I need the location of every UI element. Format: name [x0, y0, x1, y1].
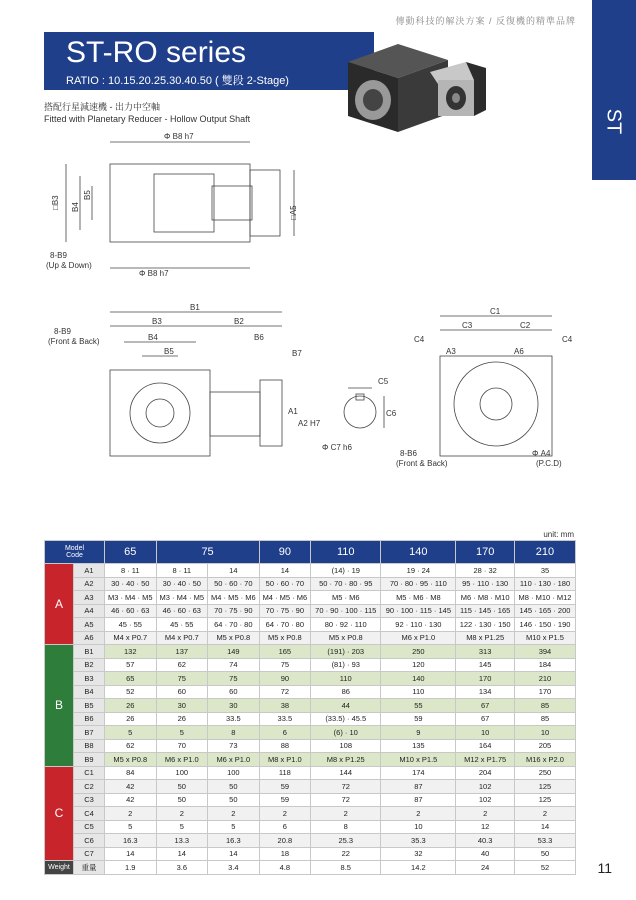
product-photo — [338, 32, 488, 142]
table-row — [45, 807, 576, 821]
row-code: C7 — [74, 847, 105, 861]
table-cell: 50 · 60 · 70 — [208, 577, 260, 591]
table-cell: 70 · 75 · 90 — [208, 604, 260, 618]
table-cell: 8 · 11 — [105, 564, 157, 578]
table-cell: 25.3 — [311, 834, 381, 848]
table-cell: 59 — [381, 712, 456, 726]
dim-b6: B6 — [254, 333, 264, 342]
table-cell: 30 — [208, 699, 260, 713]
row-code: C3 — [74, 793, 105, 807]
units-label: unit: mm — [543, 530, 574, 539]
row-code: A1 — [74, 564, 105, 578]
table-cell: 2 — [514, 807, 575, 821]
table-cell: 164 — [456, 739, 515, 753]
row-code: A3 — [74, 591, 105, 605]
table-cell: 110 · 130 · 180 — [514, 577, 575, 591]
model-90: 90 — [259, 541, 311, 564]
subtitle-chinese: 搭配行星減速機 - 出力中空軸 — [44, 102, 160, 112]
table-cell: 30 · 40 · 50 — [105, 577, 157, 591]
dim-b5-front: B5 — [164, 347, 174, 356]
table-cell: 95 · 110 · 130 — [456, 577, 515, 591]
table-row — [45, 753, 576, 767]
table-cell: 72 — [311, 780, 381, 794]
table-cell: 170 — [514, 685, 575, 699]
dim-a6: A6 — [514, 347, 524, 356]
dim-b8-bottom: Φ B8 h7 — [139, 269, 169, 278]
table-cell: 8 — [311, 820, 381, 834]
table-cell: 110 — [381, 685, 456, 699]
table-row — [45, 658, 576, 672]
table-row — [45, 631, 576, 645]
note-b9-sub: (Up & Down) — [46, 261, 92, 270]
table-cell: 50 — [156, 780, 208, 794]
table-cell: 204 — [456, 766, 515, 780]
table-row — [45, 699, 576, 713]
table-row — [45, 591, 576, 605]
table-cell: M10 x P1.5 — [514, 631, 575, 645]
table-cell: 40.3 — [456, 834, 515, 848]
table-cell: M5 x P0.8 — [105, 753, 157, 767]
table-cell: 5 — [208, 820, 260, 834]
front-view-drawing — [44, 300, 321, 460]
model-65: 65 — [105, 541, 157, 564]
table-cell: 146 · 150 · 190 — [514, 618, 575, 632]
table-cell: 145 — [456, 658, 515, 672]
table-cell: 8 — [208, 726, 260, 740]
table-cell: M5 x P0.8 — [259, 631, 311, 645]
table-cell: 60 — [208, 685, 260, 699]
table-cell: 10 — [381, 820, 456, 834]
table-cell: 100 — [156, 766, 208, 780]
table-cell: 125 — [514, 793, 575, 807]
table-cell: 170 — [456, 672, 515, 686]
weight-code: 重量 — [74, 861, 105, 875]
dim-c2: C2 — [520, 321, 531, 330]
table-cell: 10 — [456, 726, 515, 740]
table-cell: 144 — [311, 766, 381, 780]
table-cell: 70 · 75 · 90 — [259, 604, 311, 618]
table-cell: 6 — [259, 820, 311, 834]
table-cell: 6 — [259, 726, 311, 740]
table-cell: 140 — [381, 672, 456, 686]
table-cell: 33.5 — [208, 712, 260, 726]
table-cell: 26 — [105, 699, 157, 713]
table-cell: M16 x P2.0 — [514, 753, 575, 767]
table-cell: M4 · M5 · M6 — [259, 591, 311, 605]
table-cell: 5 — [156, 820, 208, 834]
table-cell: 50 — [156, 793, 208, 807]
dim-a3: A3 — [446, 347, 456, 356]
row-code: C4 — [74, 807, 105, 821]
model-210: 210 — [514, 541, 575, 564]
table-cell: 9 — [381, 726, 456, 740]
table-cell: 1.9 — [105, 861, 157, 875]
table-cell: 72 — [259, 685, 311, 699]
table-cell: 42 — [105, 793, 157, 807]
dim-a1: A1 — [288, 407, 298, 416]
table-cell: M5 x P0.8 — [208, 631, 260, 645]
table-cell: 90 — [259, 672, 311, 686]
table-cell: M6 x P1.0 — [156, 753, 208, 767]
table-row — [45, 712, 576, 726]
table-cell: M4 x P0.7 — [156, 631, 208, 645]
dim-a4: Φ A4 — [532, 449, 551, 458]
dim-b5: B5 — [83, 190, 92, 200]
side-tab-label: ST — [602, 108, 625, 135]
table-cell: 85 — [514, 712, 575, 726]
table-cell: 135 — [381, 739, 456, 753]
table-cell: 102 — [456, 780, 515, 794]
table-cell: 14 — [208, 847, 260, 861]
dim-a2: A2 H7 — [298, 419, 321, 428]
row-code: C2 — [74, 780, 105, 794]
table-cell: 22 — [311, 847, 381, 861]
table-cell: M12 x P1.75 — [456, 753, 515, 767]
table-cell: 149 — [208, 645, 260, 659]
table-cell: (191) · 203 — [311, 645, 381, 659]
corner-code: Code — [66, 552, 83, 559]
dim-c5: C5 — [378, 377, 389, 386]
table-cell: 3.4 — [208, 861, 260, 875]
table-cell: 87 — [381, 793, 456, 807]
table-cell: 65 — [105, 672, 157, 686]
table-cell: M5 · M6 — [311, 591, 381, 605]
table-cell: 84 — [105, 766, 157, 780]
side-tab — [592, 0, 636, 900]
table-row — [45, 604, 576, 618]
note-b6-sub: (Front & Back) — [396, 459, 448, 468]
dim-b4: B4 — [71, 202, 80, 212]
ratio-text: RATIO : 10.15.20.25.30.40.50 ( 雙段 2-Stage) — [66, 75, 289, 87]
table-cell: 85 — [514, 699, 575, 713]
side-view-drawing — [396, 304, 584, 474]
table-cell: 92 · 110 · 130 — [381, 618, 456, 632]
table-cell: 4.8 — [259, 861, 311, 875]
table-cell: 70 — [156, 739, 208, 753]
table-row — [45, 780, 576, 794]
table-cell: 18 — [259, 847, 311, 861]
table-cell: 5 — [105, 820, 157, 834]
row-code: B1 — [74, 645, 105, 659]
table-cell: 88 — [259, 739, 311, 753]
table-cell: 16.3 — [208, 834, 260, 848]
table-cell: 50 — [208, 793, 260, 807]
table-cell: 115 · 145 · 165 — [456, 604, 515, 618]
table-cell: 72 — [311, 793, 381, 807]
table-row — [45, 739, 576, 753]
row-code: B7 — [74, 726, 105, 740]
table-cell: 313 — [456, 645, 515, 659]
table-cell: M8 x P1.25 — [456, 631, 515, 645]
row-code: A6 — [74, 631, 105, 645]
table-cell: M10 x P1.5 — [381, 753, 456, 767]
table-cell: 14 — [105, 847, 157, 861]
table-cell: M6 x P1.0 — [208, 753, 260, 767]
table-row — [45, 672, 576, 686]
dim-b8-top: Φ B8 h7 — [164, 132, 194, 141]
table-cell: 125 — [514, 780, 575, 794]
table-cell: 74 — [208, 658, 260, 672]
table-cell: M5 · M6 · M8 — [381, 591, 456, 605]
table-cell: M6 · M8 · M10 — [456, 591, 515, 605]
table-cell: 32 — [381, 847, 456, 861]
table-cell: 5 — [105, 726, 157, 740]
table-cell: 62 — [105, 739, 157, 753]
table-cell: 394 — [514, 645, 575, 659]
row-code: C6 — [74, 834, 105, 848]
table-cell: 28 · 32 — [456, 564, 515, 578]
table-cell: 250 — [514, 766, 575, 780]
table-row — [45, 834, 576, 848]
table-cell: 87 — [381, 780, 456, 794]
table-cell: 20.8 — [259, 834, 311, 848]
table-cell: M8 · M10 · M12 — [514, 591, 575, 605]
table-cell: 102 — [456, 793, 515, 807]
spec-table — [44, 540, 576, 875]
table-cell: 90 · 100 · 115 · 145 — [381, 604, 456, 618]
dim-c4-left: C4 — [414, 335, 425, 344]
table-cell: 50 — [208, 780, 260, 794]
table-cell: 110 — [311, 672, 381, 686]
table-row — [45, 645, 576, 659]
table-cell: 60 — [156, 685, 208, 699]
table-cell: 45 · 55 — [105, 618, 157, 632]
table-header-row — [45, 541, 576, 564]
table-cell: 53.3 — [514, 834, 575, 848]
table-cell: 26 — [156, 712, 208, 726]
table-cell: 118 — [259, 766, 311, 780]
row-code: A4 — [74, 604, 105, 618]
row-code: B8 — [74, 739, 105, 753]
table-cell: 165 — [259, 645, 311, 659]
corner-model: Model — [64, 545, 85, 552]
dim-b3-front: B3 — [152, 317, 162, 326]
group-label: A — [45, 564, 74, 645]
table-cell: (81) · 93 — [311, 658, 381, 672]
table-cell: 2 — [259, 807, 311, 821]
table-cell: 8 · 11 — [156, 564, 208, 578]
table-cell: 2 — [208, 807, 260, 821]
model-140: 140 — [381, 541, 456, 564]
table-cell: (14) · 19 — [311, 564, 381, 578]
table-cell: 14 — [156, 847, 208, 861]
top-view-drawing — [44, 128, 314, 278]
dim-b1: B1 — [190, 303, 200, 312]
dim-c3: C3 — [462, 321, 473, 330]
table-cell: 132 — [105, 645, 157, 659]
table-row — [45, 726, 576, 740]
spec-table-body — [45, 564, 576, 875]
table-cell: M4 x P0.7 — [105, 631, 157, 645]
table-cell: 24 — [456, 861, 515, 875]
table-cell: 75 — [156, 672, 208, 686]
table-cell: 52 — [105, 685, 157, 699]
table-row — [45, 577, 576, 591]
note-b9: 8-B9 — [50, 251, 67, 260]
table-cell: 5 — [156, 726, 208, 740]
table-corner — [45, 541, 105, 564]
table-cell: 13.3 — [156, 834, 208, 848]
table-cell: 3.6 — [156, 861, 208, 875]
table-cell: 19 · 24 — [381, 564, 456, 578]
table-cell: 2 — [156, 807, 208, 821]
table-row — [45, 685, 576, 699]
shaft-key-drawing — [318, 372, 408, 462]
table-cell: 2 — [456, 807, 515, 821]
table-cell: 70 · 90 · 100 · 115 — [311, 604, 381, 618]
table-cell: M3 · M4 · M5 — [156, 591, 208, 605]
group-label: B — [45, 645, 74, 767]
table-row — [45, 618, 576, 632]
table-cell: 33.5 — [259, 712, 311, 726]
table-cell: 120 — [381, 658, 456, 672]
table-cell: 250 — [381, 645, 456, 659]
row-code: A2 — [74, 577, 105, 591]
table-cell: 137 — [156, 645, 208, 659]
table-row — [45, 766, 576, 780]
table-cell: M4 · M5 · M6 — [208, 591, 260, 605]
table-cell: 67 — [456, 712, 515, 726]
table-cell: 62 — [156, 658, 208, 672]
table-cell: 108 — [311, 739, 381, 753]
table-cell: 100 — [208, 766, 260, 780]
table-cell: 12 — [456, 820, 515, 834]
dim-c7: Φ C7 h6 — [322, 443, 352, 452]
table-cell: 2 — [381, 807, 456, 821]
note-b6: 8-B6 — [400, 449, 417, 458]
table-cell: 75 — [208, 672, 260, 686]
table-cell: 35.3 — [381, 834, 456, 848]
table-cell: 14 — [259, 564, 311, 578]
table-cell: 14.2 — [381, 861, 456, 875]
row-code: B5 — [74, 699, 105, 713]
page-number: 11 — [597, 860, 612, 876]
table-cell: 42 — [105, 780, 157, 794]
table-cell: 14 — [208, 564, 260, 578]
table-cell: 30 — [156, 699, 208, 713]
table-row — [45, 820, 576, 834]
table-cell: 70 · 80 · 95 · 110 — [381, 577, 456, 591]
table-cell: 35 — [514, 564, 575, 578]
header-slogan: 傳動科技的解決方案 / 反復機的精準品牌 — [395, 16, 576, 26]
table-cell: M5 x P0.8 — [311, 631, 381, 645]
table-cell: M3 · M4 · M5 — [105, 591, 157, 605]
table-cell: 67 — [456, 699, 515, 713]
table-cell: 64 · 70 · 80 — [208, 618, 260, 632]
row-code: A5 — [74, 618, 105, 632]
model-170: 170 — [456, 541, 515, 564]
row-code: C1 — [74, 766, 105, 780]
table-cell: 8.5 — [311, 861, 381, 875]
row-code: B3 — [74, 672, 105, 686]
model-75: 75 — [156, 541, 259, 564]
table-cell: 174 — [381, 766, 456, 780]
table-cell: (6) · 10 — [311, 726, 381, 740]
dim-c4-right: C4 — [562, 335, 573, 344]
row-code: B2 — [74, 658, 105, 672]
table-row — [45, 793, 576, 807]
table-cell: 2 — [105, 807, 157, 821]
weight-row — [45, 861, 576, 875]
table-cell: 210 — [514, 672, 575, 686]
row-code: B4 — [74, 685, 105, 699]
table-cell: 59 — [259, 793, 311, 807]
table-cell: 73 — [208, 739, 260, 753]
table-cell: 145 · 165 · 200 — [514, 604, 575, 618]
table-cell: 16.3 — [105, 834, 157, 848]
table-cell: 46 · 60 · 63 — [105, 604, 157, 618]
table-cell: 75 — [259, 658, 311, 672]
table-cell: 80 · 92 · 110 — [311, 618, 381, 632]
subtitle-english: Fitted with Planetary Reducer - Hollow Output Shaft — [44, 114, 251, 124]
dim-c1: C1 — [490, 307, 501, 316]
table-cell: 55 — [381, 699, 456, 713]
dim-b7: B7 — [292, 349, 302, 358]
row-code: B6 — [74, 712, 105, 726]
row-code: B9 — [74, 753, 105, 767]
note-b9-front: 8-B9 — [54, 327, 71, 336]
table-cell: 45 · 55 — [156, 618, 208, 632]
table-cell: 10 — [514, 726, 575, 740]
table-cell: 184 — [514, 658, 575, 672]
page-title: ST-RO series — [66, 36, 247, 69]
table-cell: (33.5) · 45.5 — [311, 712, 381, 726]
table-cell: 205 — [514, 739, 575, 753]
note-b9-front-sub: (Front & Back) — [48, 337, 100, 346]
table-cell: 59 — [259, 780, 311, 794]
row-code: C5 — [74, 820, 105, 834]
table-cell: 14 — [514, 820, 575, 834]
table-cell: 26 — [105, 712, 157, 726]
table-cell: 2 — [311, 807, 381, 821]
table-cell: 64 · 70 · 80 — [259, 618, 311, 632]
table-row — [45, 847, 576, 861]
table-cell: 40 — [456, 847, 515, 861]
model-110: 110 — [311, 541, 381, 564]
title-banner — [44, 32, 374, 90]
group-label: C — [45, 766, 74, 861]
table-cell: 46 · 60 · 63 — [156, 604, 208, 618]
dim-b4-front: B4 — [148, 333, 158, 342]
table-cell: 50 — [514, 847, 575, 861]
table-cell: M6 x P1.0 — [381, 631, 456, 645]
table-cell: 122 · 130 · 150 — [456, 618, 515, 632]
dim-a5: □A5 — [289, 205, 298, 220]
weight-label: Weight — [45, 861, 74, 875]
dim-b3: □B3 — [51, 195, 60, 210]
table-cell: 134 — [456, 685, 515, 699]
dim-c6: C6 — [386, 409, 397, 418]
table-cell: M8 x P1.0 — [259, 753, 311, 767]
table-cell: 50 · 60 · 70 — [259, 577, 311, 591]
table-cell: M8 x P1.25 — [311, 753, 381, 767]
table-row — [45, 564, 576, 578]
table-cell: 52 — [514, 861, 575, 875]
dim-a4-sub: (P.C.D) — [536, 459, 562, 468]
table-cell: 38 — [259, 699, 311, 713]
table-cell: 50 · 70 · 80 · 95 — [311, 577, 381, 591]
table-cell: 57 — [105, 658, 157, 672]
table-cell: 30 · 40 · 50 — [156, 577, 208, 591]
table-cell: 86 — [311, 685, 381, 699]
table-cell: 44 — [311, 699, 381, 713]
dim-b2: B2 — [234, 317, 244, 326]
